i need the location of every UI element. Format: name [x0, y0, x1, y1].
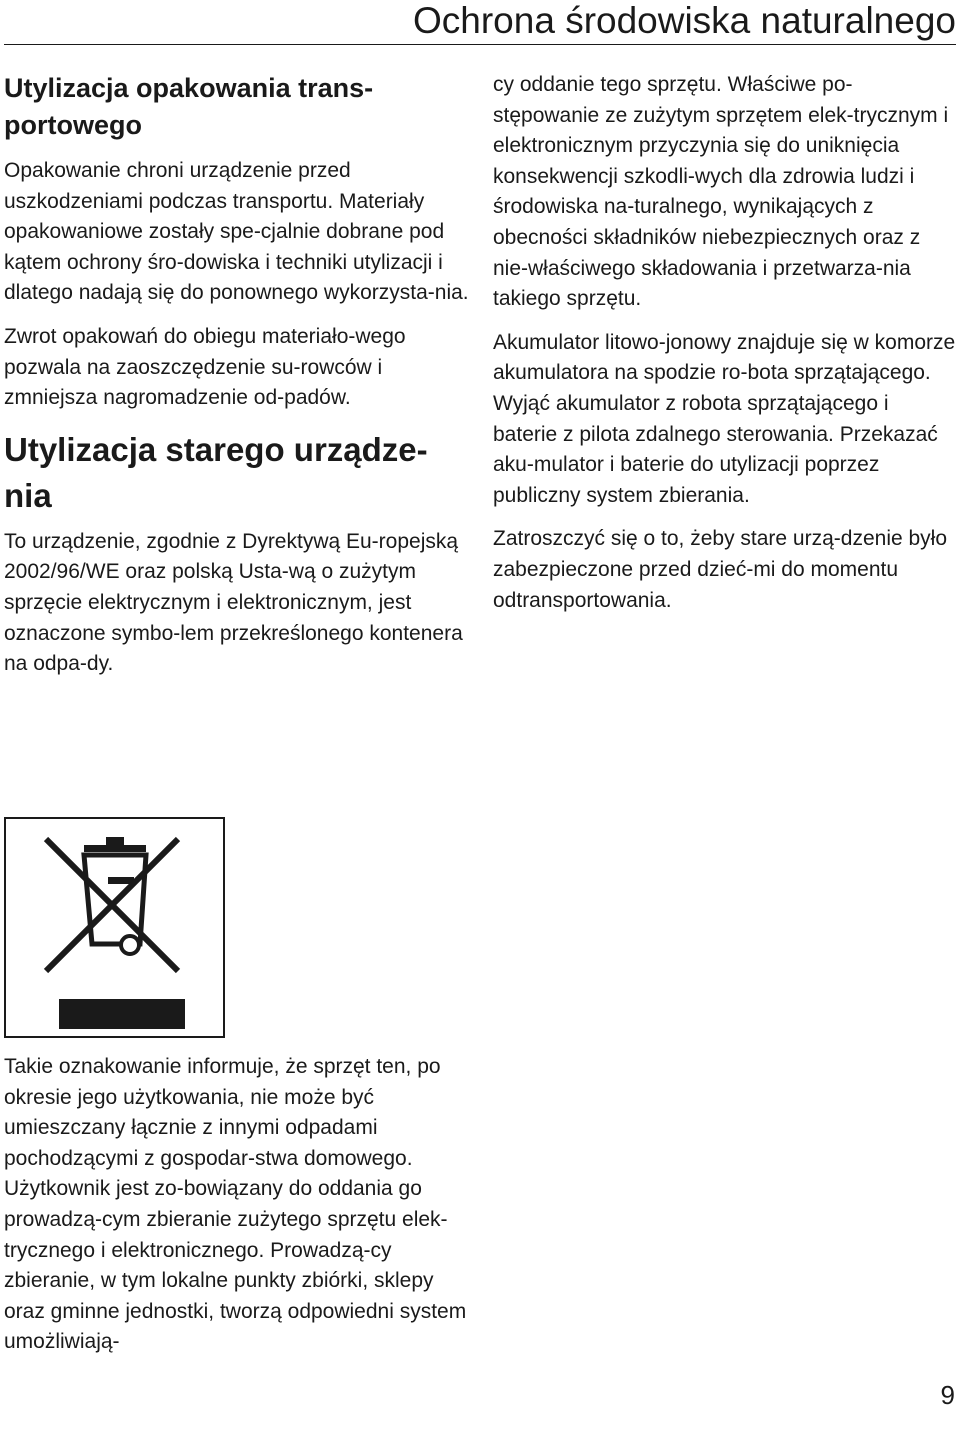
right-column — [493, 70, 956, 629]
heading-old-device-disposal: Utylizacja starego urządze- nia — [4, 430, 428, 514]
paragraph-weee-directive: To urządzenie, zgodnie z Dyrektywą Eu-ropejską 2002/96/WE oraz polską Usta-wą o zużytym sprzęcie elektrycznym i elektronicznym, jest oznaczone symbo-lem przekreślonego kontenera na odpa-dy. — [4, 529, 463, 676]
heading-packaging-disposal: Utylizacja opakowania trans- portowego — [4, 73, 374, 140]
paragraph-collection-continued: cy oddanie tego sprzętu. Właściwe po-stępowanie ze zużytym sprzętem elek-trycznym i elektronicznym przyczynia się do uniknięcia konsekwencji szkodli-wych dla zdrowia ludzi i środowiska na-turalnego, wynikających z obecności składników niebezpiecznych oraz z nie-właściwego składowania i przetwarza-nia takiego sprzętu. — [493, 73, 949, 311]
crossed-out-wheelie-bin-icon — [6, 819, 223, 1036]
left-bottom-column — [4, 1052, 474, 1371]
page-header-title: Ochrona środowiska naturalnego — [413, 0, 956, 41]
paragraph-marking-meaning: Takie oznakowanie informuje, że sprzęt ten, po okresie jego użytkowania, nie może być umieszczany łącznie z innymi odpadami pochodzącymi z gospodar-stwa domowego. Użytkownik jest zo-bowiązany do oddania go prowadzą-cym zbieranie zużytego sprzętu elek-trycznego i elektronicznego. Prowadzą-cy zbieranie, w tym lokalne punkty zbiórki, sklepy oraz gminne jednostki, tworzą odpowiedni system umożliwiają- — [4, 1055, 467, 1354]
header-divider — [4, 44, 956, 45]
paragraph-child-safety: Zatroszczyć się o to, żeby stare urzą-dzenie było zabezpieczone przed dzieć-mi do momentu odtransportowania. — [493, 527, 948, 612]
page-number: 9 — [940, 1380, 955, 1410]
paragraph-battery-disposal: Akumulator litowo-jonowy znajduje się w komorze akumulatora na spodzie ro-bota sprzątającego. Wyjąć akumulator z robota sprzątającego i baterie z pilota zdalnego sterowania. Przekazać aku-mulator i baterie do utylizacji poprzez publiczny system zbierania. — [493, 330, 956, 507]
paragraph-packaging-protection: Opakowanie chroni urządzenie przed uszkodzeniami podczas transportu. Materiały opakowaniowe zostały spe-cjalnie dobrane pod kątem ochrony śro-dowiska i techniki utylizacji i dlatego nadają się do ponownego wykorzysta-nia. — [4, 159, 469, 305]
weee-symbol-frame — [4, 817, 225, 1038]
left-column — [4, 70, 474, 693]
paragraph-packaging-recycling: Zwrot opakowań do obiegu materiało-wego pozwala na zaoszczędzenie su-rowców i zmniejsza nagromadzenie od-padów. — [4, 324, 406, 410]
